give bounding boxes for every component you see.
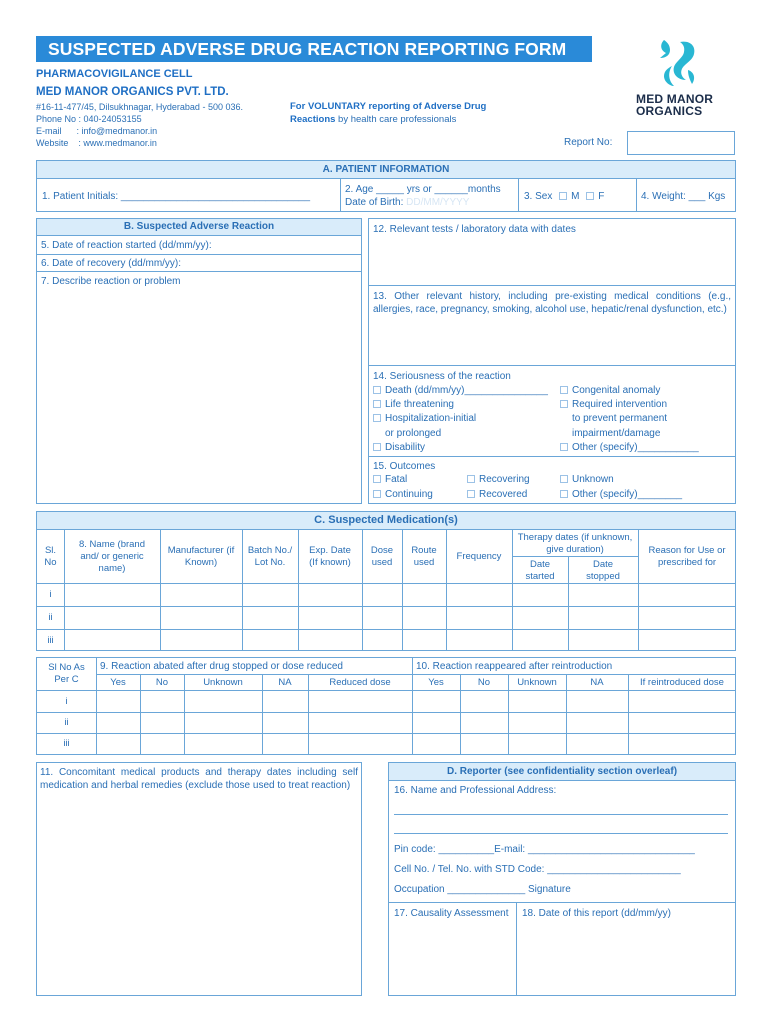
abated-col-unknown: Unknown [203, 677, 243, 688]
unknown-checkbox[interactable] [560, 475, 568, 483]
abated-col-reduced: Reduced dose [329, 677, 391, 688]
congenital-checkbox[interactable] [560, 386, 568, 394]
abated-title: 9. Reaction abated after drug stopped or dose reduced [100, 661, 343, 672]
reappeared-col-dose: If reintroduced dose [640, 677, 724, 688]
cell-phone-field[interactable]: Cell No. / Tel. No. with STD Code: ________________________ [394, 864, 681, 875]
occupation-signature-field[interactable]: Occupation ______________ Signature [394, 884, 571, 895]
recovering-checkbox[interactable] [467, 475, 475, 483]
col-manufacturer: Manufacturer (if Known) [167, 545, 235, 568]
voluntary-rest: by health care professionals [335, 114, 457, 125]
dob-text: Date of Birth: [345, 197, 404, 208]
outcome-recovered[interactable] [467, 488, 527, 501]
congenital-label: Congenital anomaly [572, 385, 661, 396]
med-row-label: iii [47, 635, 54, 646]
report-no-label: Report No: [564, 137, 613, 148]
death-label: Death (dd/mm/yy)_______________ [385, 385, 548, 396]
seriousness-title: 14. Seriousness of the reaction [373, 371, 511, 382]
logo-text [636, 93, 713, 117]
fatal-label: Fatal [385, 474, 408, 485]
dob-label[interactable] [345, 196, 469, 209]
abated-col-no: No [155, 677, 169, 688]
section-a-title: A. PATIENT INFORMATION [37, 161, 735, 178]
col-batch: Batch No./ Lot No. [247, 545, 293, 568]
org-phone: Phone No : 040-24053155 [36, 114, 142, 124]
section-c-title: C. Suspected Medication(s) [37, 512, 735, 529]
outcome-other-checkbox[interactable] [560, 490, 568, 498]
org-cell: PHARMACOVIGILANCE CELL [36, 68, 193, 80]
org-company: MED MANOR ORGANICS PVT. LTD. [36, 86, 229, 98]
med-row-label: ii [48, 612, 53, 623]
disability-label: Disability [385, 442, 426, 453]
lab-data-field[interactable]: 12. Relevant tests / laboratory data with dates [373, 224, 576, 235]
abate-row-label: i [65, 696, 68, 707]
recovered-label: Recovered [479, 489, 528, 500]
org-email: E-mail : info@medmanor.in [36, 126, 158, 136]
life-threatening-label: Life threatening [385, 399, 454, 410]
required-intervention-label-3: impairment/damage [572, 428, 661, 439]
outcomes-title: 15. Outcomes [373, 461, 436, 472]
seriousness-other-checkbox[interactable] [560, 443, 568, 451]
abated-col-na: NA [278, 677, 292, 688]
col-reason: Reason for Use or prescribed for [648, 545, 726, 568]
unknown-label: Unknown [572, 474, 614, 485]
reappeared-col-unknown: Unknown [517, 677, 557, 688]
logo-line2: ORGANICS [636, 104, 703, 118]
abate-row-label: iii [63, 738, 70, 749]
voluntary-note [290, 100, 486, 126]
reappeared-col-na: NA [590, 677, 604, 688]
voluntary-line1: For VOLUNTARY reporting of Adverse Drug [290, 101, 487, 112]
seriousness-life[interactable] [373, 398, 454, 411]
abated-col-yes: Yes [110, 677, 126, 688]
seriousness-congenital[interactable] [560, 384, 660, 397]
med-row-label: i [49, 589, 52, 600]
sex-m-checkbox[interactable] [559, 192, 567, 200]
sl-as-per-c: Sl No As Per C [48, 662, 85, 685]
fatal-checkbox[interactable] [373, 475, 381, 483]
section-d [388, 762, 736, 996]
outcome-other[interactable] [560, 488, 682, 501]
concomitant-field[interactable]: 11. Concomitant medical products and therapy dates including self medication and herbal remedies (exclude those used to treat reaction) [40, 767, 358, 791]
company-logo [650, 36, 710, 92]
org-address: #16-11-477/45, Dilsukhnagar, Hyderabad - 500 036. [36, 102, 243, 112]
outcome-recovering[interactable] [467, 473, 530, 486]
seriousness-other-label: Other (specify)___________ [572, 442, 699, 453]
sex-label: 3. Sex [524, 191, 553, 202]
reappeared-col-yes: Yes [428, 677, 444, 688]
hospitalization-checkbox[interactable] [373, 414, 381, 422]
address-line-1[interactable] [394, 814, 728, 815]
weight-field[interactable]: 4. Weight: ___ Kgs [641, 191, 726, 202]
section-b-title: B. Suspected Adverse Reaction [37, 219, 361, 235]
relevant-history-field[interactable]: 13. Other relevant history, including pre-existing medical conditions (e.g., allergies, race, pregnancy, smoking, alcohol use, hepatic/renal dysfunction, etc.) [373, 291, 731, 315]
seriousness-other[interactable] [560, 441, 699, 454]
sex-m-label: M [571, 191, 580, 202]
outcome-unknown[interactable] [560, 473, 614, 486]
col-exp: Exp. Date (If known) [309, 545, 351, 568]
seriousness-required[interactable] [560, 398, 667, 411]
dob-placeholder: DD/MM/YYYY [406, 197, 470, 208]
col-sl: Sl. No [44, 545, 57, 568]
death-checkbox[interactable] [373, 386, 381, 394]
logo-mark-icon [650, 36, 710, 92]
required-intervention-label: Required intervention [572, 399, 668, 410]
form-title: SUSPECTED ADVERSE DRUG REACTION REPORTING FORM [36, 36, 592, 62]
required-intervention-label-2: to prevent permanent [572, 413, 668, 424]
address-line-2[interactable] [394, 833, 728, 834]
outcome-other-label: Other (specify)________ [572, 489, 683, 500]
required-intervention-checkbox[interactable] [560, 400, 568, 408]
seriousness-hosp[interactable] [373, 412, 476, 425]
hospitalization-label-2: or prolonged [385, 428, 442, 439]
recovered-checkbox[interactable] [467, 490, 475, 498]
col-therapy: Therapy dates (if unknown, give duration) [517, 532, 633, 555]
col-dose: Dose used [370, 545, 394, 568]
org-website: Website : www.medmanor.in [36, 138, 157, 148]
outcome-continuing[interactable] [373, 488, 433, 501]
life-threatening-checkbox[interactable] [373, 400, 381, 408]
col-frequency: Frequency [456, 551, 502, 562]
col-date-stopped: Date stopped [586, 559, 620, 582]
causality-field[interactable]: 17. Causality Assessment [394, 908, 509, 919]
sex-field[interactable] [524, 190, 604, 203]
patient-initials-field[interactable]: 1. Patient Initials: __________________________________ [42, 191, 311, 202]
reappeared-col-no: No [477, 677, 491, 688]
describe-reaction-field[interactable]: 7. Describe reaction or problem [41, 276, 181, 287]
seriousness-disability[interactable] [373, 441, 425, 454]
col-name: 8. Name (brand and/ or generic name) [78, 539, 145, 574]
recovery-date-field[interactable]: 6. Date of recovery (dd/mm/yy): [41, 258, 182, 269]
continuing-label: Continuing [385, 489, 433, 500]
voluntary-bold: Reactions [290, 114, 336, 125]
col-route: Route used [411, 545, 437, 568]
pin-email-field[interactable]: Pin code: __________E-mail: ______________________________ [394, 844, 695, 855]
recovering-label: Recovering [479, 474, 530, 485]
reappeared-title: 10. Reaction reappeared after reintroduction [416, 661, 613, 672]
seriousness-death[interactable] [373, 384, 548, 397]
disability-checkbox[interactable] [373, 443, 381, 451]
outcome-fatal[interactable] [373, 473, 407, 486]
concomitant-block [36, 762, 362, 996]
sex-f-checkbox[interactable] [586, 192, 594, 200]
reaction-start-field[interactable]: 5. Date of reaction started (dd/mm/yy): [41, 240, 212, 251]
reporter-address-label: 16. Name and Professional Address: [394, 785, 557, 796]
logo-line1: MED MANOR [636, 92, 714, 106]
continuing-checkbox[interactable] [373, 490, 381, 498]
age-field[interactable]: 2. Age _____ yrs or ______months [345, 184, 501, 195]
col-date-started: Date started [525, 559, 555, 582]
hospitalization-label: Hospitalization-initial [385, 413, 477, 424]
section-d-title: D. Reporter (see confidentiality section overleaf) [389, 763, 735, 780]
report-no-field[interactable] [627, 131, 735, 155]
report-date-field[interactable]: 18. Date of this report (dd/mm/yy) [522, 908, 671, 919]
sex-f-label: F [598, 191, 605, 202]
abate-row-label: ii [64, 717, 69, 728]
